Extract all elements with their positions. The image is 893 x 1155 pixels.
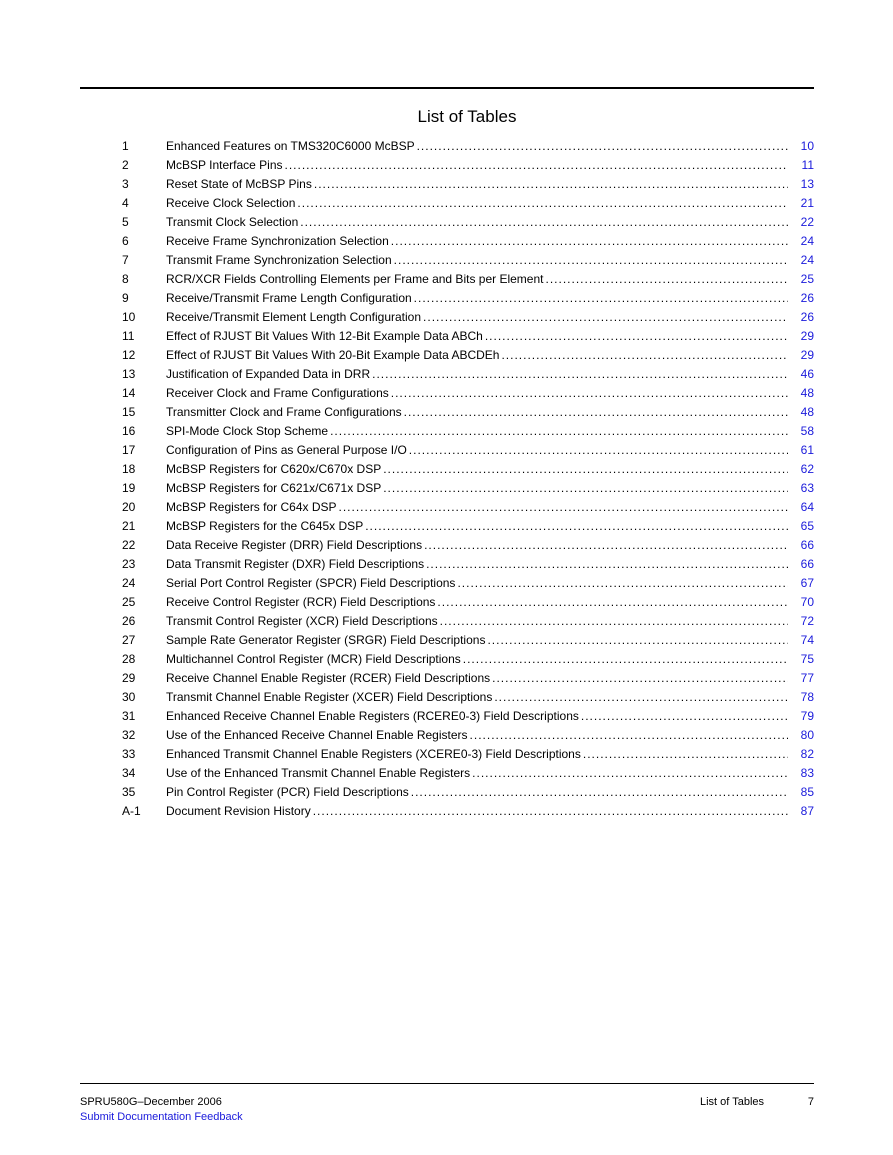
table-title[interactable]: McBSP Registers for the C645x DSP (166, 519, 364, 533)
table-number: 4 (122, 196, 129, 210)
table-title[interactable]: McBSP Registers for C64x DSP (166, 500, 337, 514)
list-of-tables (122, 137, 814, 821)
page-link[interactable]: 87 (800, 804, 814, 818)
dot-leader (409, 441, 788, 460)
page-link[interactable]: 29 (800, 329, 814, 343)
table-row[interactable] (122, 669, 814, 688)
table-title[interactable]: Sample Rate Generator Register (SRGR) Field Descriptions (166, 633, 486, 647)
table-number: 6 (122, 234, 129, 248)
table-number: 24 (122, 576, 136, 590)
dot-leader (494, 688, 788, 707)
table-title[interactable]: McBSP Interface Pins (166, 158, 283, 172)
dot-leader (313, 802, 788, 821)
dot-leader (470, 726, 788, 745)
dot-leader (391, 384, 788, 403)
dot-leader (383, 460, 788, 479)
dot-leader (423, 308, 788, 327)
table-title[interactable]: Transmit Control Register (XCR) Field Descriptions (166, 614, 438, 628)
table-number: 3 (122, 177, 129, 191)
page-link[interactable]: 26 (800, 291, 814, 305)
table-row[interactable] (122, 764, 814, 783)
table-title[interactable]: Receive Frame Synchronization Selection (166, 234, 389, 248)
page-link[interactable]: 66 (800, 538, 814, 552)
table-row[interactable] (122, 498, 814, 517)
page-link[interactable]: 63 (800, 481, 814, 495)
dot-leader (297, 194, 788, 213)
table-row[interactable] (122, 441, 814, 460)
table-row[interactable] (122, 137, 814, 156)
table-number: 34 (122, 766, 136, 780)
page-link[interactable]: 75 (800, 652, 814, 666)
table-title[interactable]: Effect of RJUST Bit Values With 20-Bit Example Data ABCDEh (166, 348, 500, 362)
table-number: 22 (122, 538, 136, 552)
table-number: 8 (122, 272, 129, 286)
table-row[interactable] (122, 175, 814, 194)
dot-leader (339, 498, 788, 517)
table-number: 16 (122, 424, 136, 438)
footer-rule (80, 1083, 814, 1084)
table-number: 20 (122, 500, 136, 514)
table-number: 25 (122, 595, 136, 609)
dot-leader (391, 232, 788, 251)
page-link[interactable]: 25 (800, 272, 814, 286)
table-row[interactable] (122, 384, 814, 403)
table-number: 29 (122, 671, 136, 685)
dot-leader (411, 783, 788, 802)
table-row[interactable] (122, 403, 814, 422)
table-number: 35 (122, 785, 136, 799)
table-title[interactable]: McBSP Registers for C621x/C671x DSP (166, 481, 382, 495)
dot-leader (372, 365, 788, 384)
dot-leader (314, 175, 788, 194)
page-link[interactable]: 21 (800, 196, 814, 210)
page-link[interactable]: 10 (800, 139, 814, 153)
dot-leader (485, 327, 788, 346)
table-row[interactable] (122, 308, 814, 327)
table-row[interactable] (122, 460, 814, 479)
table-title[interactable]: Data Receive Register (DRR) Field Descriptions (166, 538, 423, 552)
table-number: 26 (122, 614, 136, 628)
feedback-link[interactable]: Submit Documentation Feedback (80, 1111, 243, 1123)
page-link[interactable]: 67 (800, 576, 814, 590)
table-row[interactable] (122, 726, 814, 745)
page-link[interactable]: 72 (800, 614, 814, 628)
dot-leader (330, 422, 788, 441)
page-link[interactable]: 22 (800, 215, 814, 229)
dot-leader (417, 137, 788, 156)
table-number: 11 (122, 329, 135, 343)
table-row[interactable] (122, 422, 814, 441)
table-row[interactable] (122, 517, 814, 536)
table-number: 2 (122, 158, 129, 172)
table-row[interactable] (122, 536, 814, 555)
page-link[interactable]: 80 (800, 728, 814, 742)
table-row[interactable] (122, 156, 814, 175)
dot-leader (501, 346, 788, 365)
table-title[interactable]: Reset State of McBSP Pins (166, 177, 312, 191)
page-link[interactable]: 61 (800, 443, 814, 457)
page-link[interactable]: 79 (800, 709, 814, 723)
table-row[interactable] (122, 251, 814, 270)
table-title[interactable]: Receive/Transmit Element Length Configuration (166, 310, 422, 324)
table-number: 31 (122, 709, 136, 723)
table-title[interactable]: Receive Control Register (RCR) Field Descriptions (166, 595, 436, 609)
page-link[interactable]: 58 (800, 424, 814, 438)
table-title[interactable]: Receive Clock Selection (166, 196, 296, 210)
page-link[interactable]: 26 (800, 310, 814, 324)
table-title[interactable]: Effect of RJUST Bit Values With 12-Bit Example Data ABCh (166, 329, 483, 343)
table-title[interactable]: Configuration of Pins as General Purpose I/O (166, 443, 407, 457)
page-link[interactable]: 64 (800, 500, 814, 514)
table-row[interactable] (122, 232, 814, 251)
dot-leader (404, 403, 788, 422)
table-title[interactable]: Receive/Transmit Frame Length Configuration (166, 291, 412, 305)
table-title[interactable]: Enhanced Transmit Channel Enable Registers (XCERE0-3) Field Descriptions (166, 747, 581, 761)
table-title[interactable]: Justification of Expanded Data in DRR (166, 367, 371, 381)
dot-leader (437, 593, 788, 612)
table-row[interactable] (122, 802, 814, 821)
table-number: 15 (122, 405, 136, 419)
table-row[interactable] (122, 783, 814, 802)
page-link[interactable]: 48 (800, 405, 814, 419)
page-link[interactable]: 24 (800, 234, 814, 248)
table-row[interactable] (122, 631, 814, 650)
table-title[interactable]: Transmit Channel Enable Register (XCER) Field Descriptions (166, 690, 493, 704)
page-link[interactable]: 85 (800, 785, 814, 799)
table-row[interactable] (122, 213, 814, 232)
table-row[interactable] (122, 327, 814, 346)
table-number: 27 (122, 633, 136, 647)
table-row[interactable] (122, 289, 814, 308)
dot-leader (414, 289, 788, 308)
dot-leader (457, 574, 788, 593)
dot-leader (472, 764, 788, 783)
page-link[interactable]: 74 (800, 633, 814, 647)
table-number: 28 (122, 652, 136, 666)
footer-page-number: 7 (807, 1096, 814, 1108)
table-title[interactable]: Receiver Clock and Frame Configurations (166, 386, 389, 400)
dot-leader (424, 536, 788, 555)
table-number: 33 (122, 747, 136, 761)
page-link[interactable]: 48 (800, 386, 814, 400)
dot-leader (487, 631, 788, 650)
page-link[interactable]: 65 (800, 519, 814, 533)
page-link[interactable]: 83 (800, 766, 814, 780)
table-title[interactable]: Enhanced Features on TMS320C6000 McBSP (166, 139, 415, 153)
page-link[interactable]: 62 (800, 462, 814, 476)
table-number: 30 (122, 690, 136, 704)
table-title[interactable]: Serial Port Control Register (SPCR) Field Descriptions (166, 576, 456, 590)
table-row[interactable] (122, 650, 814, 669)
table-title[interactable]: Pin Control Register (PCR) Field Descriptions (166, 785, 409, 799)
page-link[interactable]: 24 (800, 253, 814, 267)
table-number: 7 (122, 253, 129, 267)
dot-leader (581, 707, 788, 726)
table-row[interactable] (122, 688, 814, 707)
table-row[interactable] (122, 593, 814, 612)
dot-leader (285, 156, 789, 175)
table-number: 32 (122, 728, 136, 742)
table-title[interactable]: Transmit Frame Synchronization Selection (166, 253, 392, 267)
table-row[interactable] (122, 612, 814, 631)
page-link[interactable]: 70 (800, 595, 814, 609)
page-link[interactable]: 46 (800, 367, 814, 381)
table-row[interactable] (122, 707, 814, 726)
table-title[interactable]: Enhanced Receive Channel Enable Registers (RCERE0-3) Field Descriptions (166, 709, 579, 723)
table-number: 5 (122, 215, 129, 229)
dot-leader (426, 555, 788, 574)
dot-leader (383, 479, 788, 498)
table-number: 1 (122, 139, 129, 153)
table-number: 17 (122, 443, 136, 457)
table-title[interactable]: RCR/XCR Fields Controlling Elements per Frame and Bits per Element (166, 272, 544, 286)
table-title[interactable]: Data Transmit Register (DXR) Field Descriptions (166, 557, 425, 571)
table-row[interactable] (122, 745, 814, 764)
table-title[interactable]: Transmitter Clock and Frame Configurations (166, 405, 402, 419)
footer-doc-code: SPRU580G–December 2006 (80, 1096, 222, 1108)
table-number: 12 (122, 348, 136, 362)
table-number: 10 (122, 310, 136, 324)
table-title[interactable]: Multichannel Control Register (MCR) Field Descriptions (166, 652, 461, 666)
page-link[interactable]: 13 (800, 177, 814, 191)
table-row[interactable] (122, 479, 814, 498)
table-number: 18 (122, 462, 136, 476)
table-number: 19 (122, 481, 136, 495)
page-link[interactable]: 82 (800, 747, 814, 761)
table-number: 21 (122, 519, 136, 533)
dot-leader (440, 612, 788, 631)
footer-section-title: List of Tables (700, 1096, 765, 1108)
table-row[interactable] (122, 365, 814, 384)
page-link[interactable]: 29 (800, 348, 814, 362)
table-title[interactable]: Receive Channel Enable Register (RCER) Field Descriptions (166, 671, 491, 685)
dot-leader (492, 669, 788, 688)
table-row[interactable] (122, 555, 814, 574)
dot-leader (583, 745, 788, 764)
dot-leader (394, 251, 788, 270)
page-link[interactable]: 77 (800, 671, 814, 685)
dot-leader (300, 213, 788, 232)
header-rule (80, 87, 814, 89)
table-number: 23 (122, 557, 136, 571)
table-number: 9 (122, 291, 129, 305)
table-number: 13 (122, 367, 136, 381)
table-number: A-1 (122, 804, 141, 818)
table-row[interactable] (122, 194, 814, 213)
page-link[interactable]: 66 (800, 557, 814, 571)
table-row[interactable] (122, 270, 814, 289)
table-number: 14 (122, 386, 136, 400)
dot-leader (545, 270, 788, 289)
table-title[interactable]: Use of the Enhanced Transmit Channel Enable Registers (166, 766, 471, 780)
page-link[interactable]: 78 (800, 690, 814, 704)
table-title[interactable]: Document Revision History (166, 804, 311, 818)
page-link[interactable]: 11 (801, 158, 814, 172)
dot-leader (463, 650, 788, 669)
table-title[interactable]: SPI-Mode Clock Stop Scheme (166, 424, 329, 438)
table-row[interactable] (122, 346, 814, 365)
dot-leader (365, 517, 788, 536)
table-title[interactable]: Transmit Clock Selection (166, 215, 299, 229)
table-title[interactable]: McBSP Registers for C620x/C670x DSP (166, 462, 382, 476)
table-title[interactable]: Use of the Enhanced Receive Channel Enable Registers (166, 728, 468, 742)
table-row[interactable] (122, 574, 814, 593)
page-title: List of Tables (417, 107, 517, 126)
